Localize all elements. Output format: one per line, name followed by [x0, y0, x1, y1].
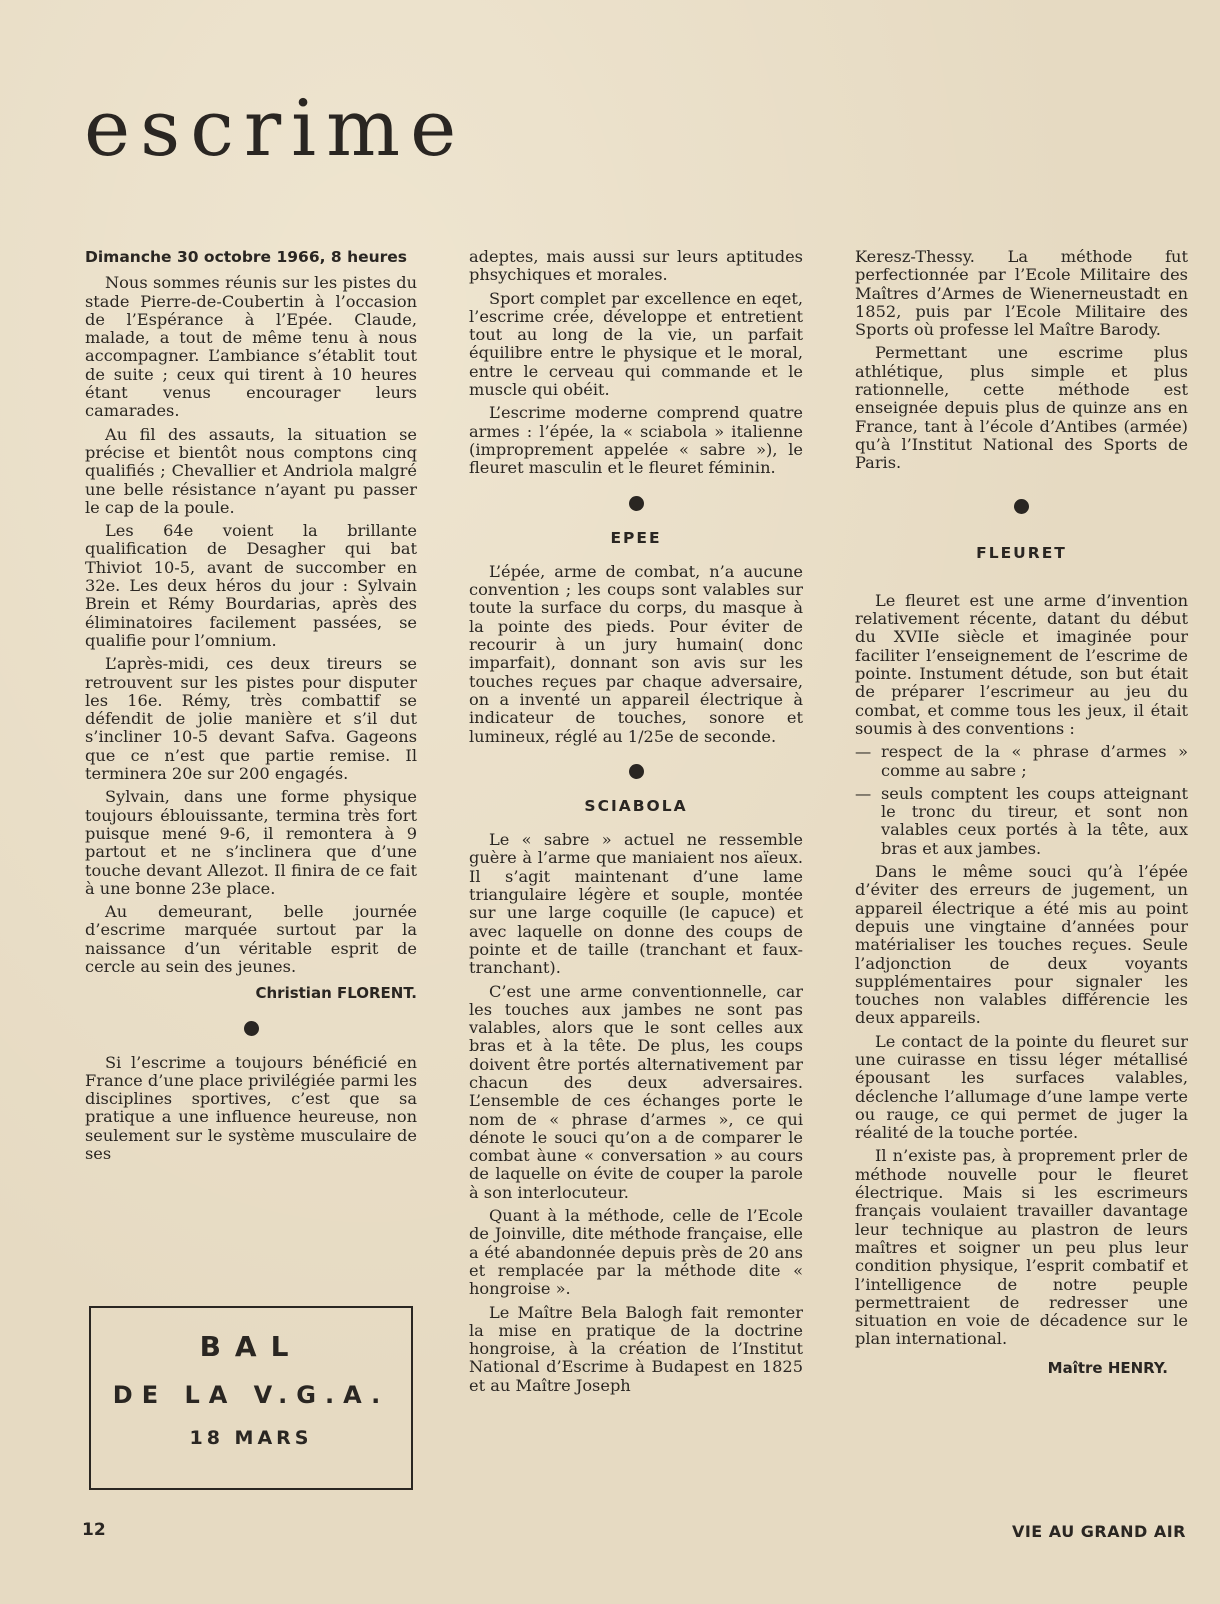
paragraph: Au demeurant, belle journée d’escrime marquée surtout par la naissance d’un véritable esprit de cercle au sein des jeunes. [85, 902, 417, 976]
paragraph: Sport complet par excellence en eqet, l’escrime crée, développe et entretient tout au long de la vie, un parfait équilibre entre le physique et le moral, entre le cerveau qui commande et le muscle qui obéit. [469, 288, 803, 400]
paragraph: Le fleuret est une arme d’invention relativement récente, datant du début du XVIIe siècle et imaginée pour faciliter l’enseignement de l’escrime de pointe. Instument détude, son but était de préparer l’escrimeur au jeu du combat, et comme tous les jeux, il était soumis à des conventions : [855, 590, 1188, 738]
paragraph: Le « sabre » actuel ne ressemble guère à l’arme que maniaient nos aïeux. Il s’agit maintenant d’une lame triangulaire légère et souple, montée sur une large coquille (le capuce) et avec laquelle on donne des coups de pointe et de taille (tranchant et faux-tranchant). [469, 830, 803, 978]
publication-name: VIE AU GRAND AIR [1011, 1522, 1186, 1541]
list-item: — respect de la « phrase d’armes » comme au sabre ; [855, 743, 1188, 780]
column-1 [85, 248, 417, 1168]
author-signature: Christian FLORENT. [255, 984, 417, 1003]
section-heading-epee: EPEE [610, 528, 662, 547]
paragraph: Si l’escrime a toujours bénéficié en France d’une place privilégiée parmi les disciplines sportives, c’est que sa pratique a une influence heureuse, non seulement sur le système musculaire de ses [85, 1052, 417, 1164]
announcement-date: 18 MARS [189, 1427, 313, 1449]
event-announcement-box [89, 1306, 413, 1490]
paragraph: Nous sommes réunis sur les pistes du stade Pierre-de-Coubertin à l’occasion de l’Espérance à l’Epée. Claude, malade, a tout de même tenu à nous accompagner. L’ambiance s’établit tout de suite ; ceux qui tirent à 10 heures étant venus encourager leurs camarades. [85, 273, 417, 421]
paragraph: Les 64e voient la brillante qualification de Desagher qui bat Thiviot 10-5, avant de succomber en 32e. Les deux héros du jour : Sylvain Brein et Rémy Bourdarias, après des éliminatoires facilement passées, se qualifie pour l’omnium. [85, 521, 417, 650]
section-bullet [629, 764, 644, 779]
paragraph: C’est une arme conventionnelle, car les touches aux jambes ne sont pas valables, alors que le sont celles aux bras et à la tête. De plus, les coups doivent être portés alternativement par chacun des deux adversaires. L’ensemble de ces échanges porte le nom de « phrase d’armes », ce qui dénote le souci qu’on a de comparer le combat àune « conversation » au cours de laquelle on évite de couper la parole à son interlocuteur. [469, 981, 803, 1202]
author-signature: Maître HENRY. [1047, 1358, 1168, 1377]
paragraph: L’escrime moderne comprend quatre armes : l’épée, la « sciabola » italienne (improprement appelée « sabre »), le fleuret masculin et le fleuret féminin. [469, 403, 803, 478]
paragraph: Il n’existe pas, à proprement prler de méthode nouvelle pour le fleuret électrique. Mais si les escrimeurs français voulaient travailler davantage leur technique au plastron de leurs maîtres et soigner un peu plus leur condition physique, l’esprit combatif et l’intelligence de notre peuple permettraient de redresser une situation en voie de décadence sur le plan international. [855, 1146, 1188, 1349]
paragraph: Le Maître Bela Balogh fait remonter la mise en pratique de la doctrine hongroise, à la création de l’Institut National d’Escrime à Budapest en 1825 et au Maître Joseph [469, 1302, 803, 1395]
paragraph: L’épée, arme de combat, n’a aucune convention ; les coups sont valables sur toute la surface du corps, du masque à la pointe des pieds. Pour éviter de recourir à un jury humain( donc imparfait), donnant son avis sur les touches reçues par chaque adversaire, on a inventé un appareil électrique à indicateur de touches, sonore et lumineux, réglé au 1/25e de seconde. [469, 561, 803, 746]
dateline: Dimanche 30 octobre 1966, 8 heures [85, 248, 408, 266]
page-title: escrime [84, 84, 467, 174]
section-bullet [244, 1021, 259, 1036]
column-2 [469, 248, 803, 1400]
paragraph: Sylvain, dans une forme physique toujours éblouissante, termina très fort puisque mené 9-6, il remontera à 9 partout et ne s’inclinera que d’une touche devant Allezot. Il finira de ce fait à une bonne 23e place. [85, 787, 417, 898]
page-number: 12 [82, 1520, 106, 1540]
paragraph: Dans le même souci qu’à l’épée d’éviter des erreurs de jugement, un appareil électrique a été mis au point depuis une vingtaine d’années pour matérialiser les touches reçues. Seule l’adjonction de deux voyants supplémentaires pour signaler les touches non valables différencie les deux appareils. [855, 862, 1188, 1028]
column-3 [855, 248, 1188, 1377]
paragraph: Au fil des assauts, la situation se précise et bientôt nous comptons cinq qualifiés ; Chevallier et Andriola malgré une belle résistance n’ayant pu passer le cap de la poule. [85, 424, 417, 517]
paragraph: Permettant une escrime plus athlétique, plus simple et plus rationnelle, cette méthode est enseignée depuis plus de quinze ans en France, tant à l’école d’Antibes (armée) qu’à l’Institut National des Sports de Paris. [855, 343, 1188, 473]
paragraph: Quant à la méthode, celle de l’Ecole de Joinville, dite méthode française, elle a été abandonnée depuis près de 20 ans et remplacée par la méthode dite « hongroise ». [469, 1206, 803, 1299]
section-bullet [1014, 499, 1029, 514]
section-heading-fleuret: FLEURET [976, 543, 1067, 562]
paragraph: L’après-midi, ces deux tireurs se retrouvent sur les pistes pour disputer les 16e. Rémy, très combattif se défendit de jolie manière et s’il dut s’incliner 10-5 devant Safva. Gageons que ce n’est que partie remise. Il terminera 20e sur 200 engagés. [85, 654, 417, 784]
paragraph: Le contact de la pointe du fleuret sur une cuirasse en tissu léger métallisé épousant les surfaces valables, déclenche l’allumage d’une lampe verte ou rauge, ce qui permet de juger la réalité de la touche portée. [855, 1031, 1188, 1143]
paragraph: adeptes, mais aussi sur leurs aptitudes phsychiques et morales. [469, 247, 803, 285]
section-heading-sciabola: SCIABOLA [584, 796, 688, 815]
paragraph: Keresz-Thessy. La méthode fut perfectionnée par l’Ecole Militaire des Maîtres d’Armes de Wienerneustadt en 1852, puis par l’Ecole Militaire des Sports où professe lel Maître Barody. [855, 247, 1188, 340]
announcement-line-1: BAL [199, 1330, 303, 1363]
list-item: — seuls comptent les coups atteignant le tronc du tireur, et sont non valables ceux portés à la tête, aux bras et aux jambes. [855, 785, 1188, 858]
announcement-line-2: DE LA V.G.A. [112, 1381, 390, 1409]
section-bullet [629, 496, 644, 511]
